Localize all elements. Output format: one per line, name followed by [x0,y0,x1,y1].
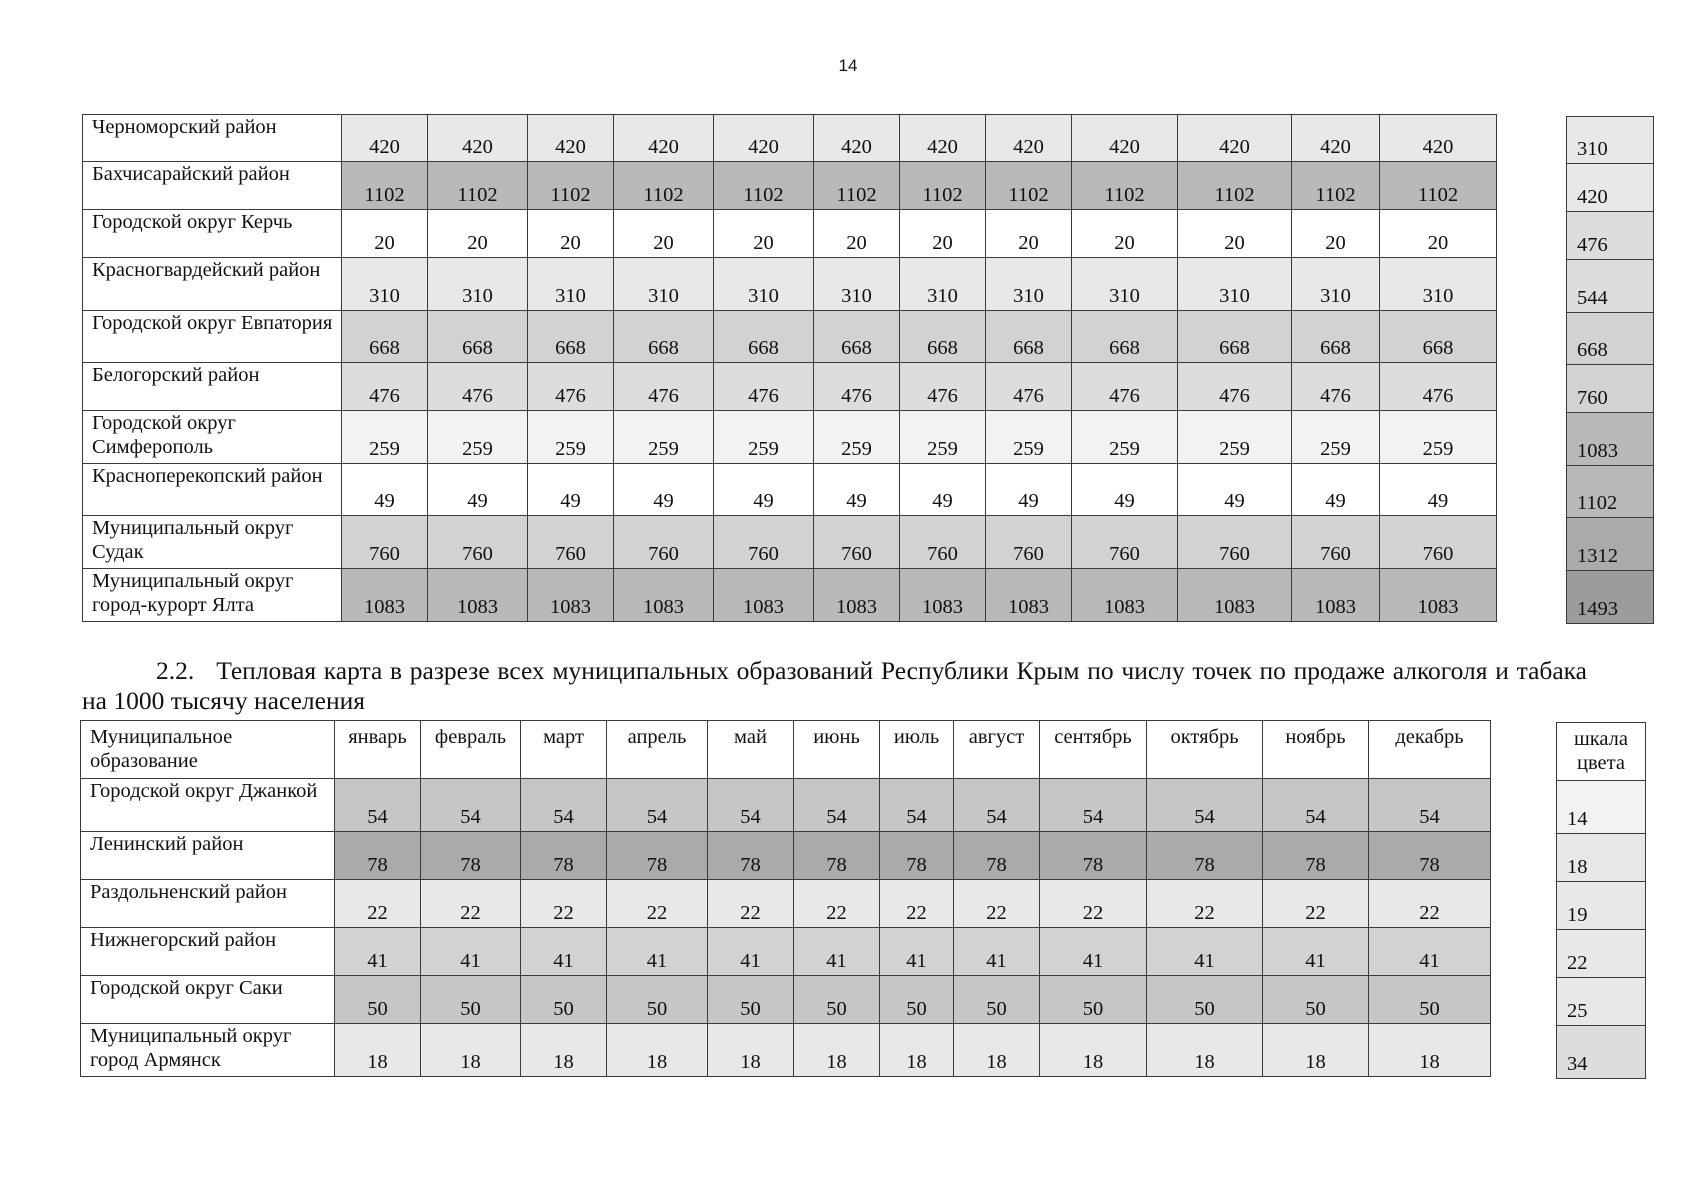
heatmap-cell: 476 [714,363,814,411]
table-row [83,258,1497,311]
heatmap-cell: 54 [880,779,954,832]
heatmap-cell: 20 [342,210,428,258]
column-header-month: июнь [794,721,880,779]
municipality-name: Ленинский район [81,832,335,880]
heatmap-cell: 476 [614,363,714,411]
heatmap-cell: 50 [1369,976,1491,1024]
heatmap-cell: 78 [521,832,607,880]
heatmap-cell: 50 [1147,976,1263,1024]
heatmap-cell: 41 [954,928,1040,976]
heatmap-cell: 41 [1147,928,1263,976]
municipality-name: Городской округ Симферополь [83,411,342,464]
heatmap-cell: 259 [342,411,428,464]
color-scale-value: 420 [1567,164,1654,212]
heatmap-cell: 49 [1178,464,1292,516]
color-scale-value: 14 [1557,781,1646,834]
color-scale-value: 25 [1557,978,1646,1026]
heatmap-cell: 760 [814,516,900,569]
heatmap-cell: 259 [428,411,528,464]
municipality-name: Бахчисарайский район [83,162,342,210]
heatmap-cell: 78 [794,832,880,880]
heatmap-cell: 22 [607,880,708,928]
heatmap-cell: 20 [614,210,714,258]
heatmap-cell: 49 [986,464,1072,516]
table-row [81,880,1491,928]
heatmap-cell: 420 [1072,115,1178,162]
heatmap-cell: 22 [708,880,794,928]
heatmap-cell: 760 [714,516,814,569]
heatmap-cell: 50 [708,976,794,1024]
heatmap-cell: 1102 [986,162,1072,210]
section-title: Тепловая карта в разрезе всех муниципальных образований Республики Крым по числу точек по продаже алкоголя и табака на 1000 тысячу населения [82,656,1587,715]
heatmap-cell: 420 [614,115,714,162]
heatmap-cell: 1083 [614,569,714,622]
table-row [83,569,1497,622]
heatmap-cell: 50 [1040,976,1147,1024]
heatmap-cell: 49 [1292,464,1380,516]
heatmap-cell: 760 [1292,516,1380,569]
municipality-name: Городской округ Саки [81,976,335,1024]
column-header-month: апрель [607,721,708,779]
heatmap-cell: 22 [1040,880,1147,928]
municipality-name: Белогорский район [83,363,342,411]
heatmap-cell: 760 [1072,516,1178,569]
heatmap-cell: 50 [335,976,421,1024]
heatmap-cell: 1083 [528,569,614,622]
column-header-month: август [954,721,1040,779]
heatmap-cell: 420 [1178,115,1292,162]
heatmap-cell: 1102 [528,162,614,210]
heatmap-cell: 1083 [986,569,1072,622]
table-row [81,832,1491,880]
heatmap-cell: 41 [1040,928,1147,976]
color-scale-value: 1083 [1567,413,1654,466]
heatmap-cell: 54 [708,779,794,832]
column-header-month: март [521,721,607,779]
heatmap-cell: 18 [521,1024,607,1077]
column-header-month: февраль [421,721,521,779]
heatmap-cell: 668 [428,311,528,363]
heatmap-cell: 476 [1178,363,1292,411]
color-scale-value: 668 [1567,313,1654,365]
heatmap-cell: 78 [607,832,708,880]
table-row [83,516,1497,569]
heatmap-cell: 22 [421,880,521,928]
heatmap-cell: 1102 [342,162,428,210]
table-row [81,928,1491,976]
heatmap-cell: 476 [342,363,428,411]
heatmap-cell: 41 [521,928,607,976]
heatmap-cell: 49 [342,464,428,516]
heatmap-cell: 50 [880,976,954,1024]
heatmap-cell: 41 [880,928,954,976]
heatmap-cell: 20 [714,210,814,258]
heatmap-cell: 310 [1380,258,1497,311]
heatmap-cell: 49 [1380,464,1497,516]
municipality-name: Красноперекопский район [83,464,342,516]
heatmap-cell: 310 [714,258,814,311]
heatmap-cell: 18 [335,1024,421,1077]
heatmap-cell: 54 [607,779,708,832]
heatmap-cell: 22 [1263,880,1369,928]
heatmap-cell: 50 [421,976,521,1024]
heatmap-cell: 476 [528,363,614,411]
heatmap-table-continued [82,114,1497,622]
heatmap-cell: 310 [1292,258,1380,311]
color-scale-value: 760 [1567,365,1654,413]
heatmap-cell: 476 [1072,363,1178,411]
heatmap-cell: 54 [1263,779,1369,832]
heatmap-cell: 78 [954,832,1040,880]
heatmap-cell: 20 [1072,210,1178,258]
heatmap-cell: 420 [1292,115,1380,162]
heatmap-cell: 22 [1147,880,1263,928]
heatmap-cell: 20 [986,210,1072,258]
heatmap-cell: 259 [1292,411,1380,464]
heatmap-cell: 22 [521,880,607,928]
heatmap-cell: 476 [986,363,1072,411]
municipality-name: Городской округ Евпатория [83,311,342,363]
table-row [81,779,1491,832]
color-scale-value: 544 [1567,260,1654,313]
heatmap-cell: 760 [1380,516,1497,569]
heatmap-cell: 1083 [1292,569,1380,622]
table-row [83,162,1497,210]
heatmap-cell: 668 [528,311,614,363]
heatmap-cell: 20 [1178,210,1292,258]
heatmap-cell: 259 [714,411,814,464]
heatmap-cell: 668 [814,311,900,363]
heatmap-cell: 49 [900,464,986,516]
heatmap-cell: 420 [528,115,614,162]
heatmap-cell: 259 [814,411,900,464]
heatmap-cell: 49 [714,464,814,516]
heatmap-cell: 50 [607,976,708,1024]
heatmap-cell: 259 [528,411,614,464]
color-scale-table-bottom [1556,722,1646,1079]
heatmap-cell: 668 [1380,311,1497,363]
column-header-month: ноябрь [1263,721,1369,779]
table-row [83,210,1497,258]
heatmap-cell: 310 [814,258,900,311]
heatmap-cell: 18 [1369,1024,1491,1077]
heatmap-cell: 420 [342,115,428,162]
heatmap-cell: 78 [1369,832,1491,880]
table-row [83,363,1497,411]
heatmap-cell: 760 [614,516,714,569]
municipality-name: Раздольненский район [81,880,335,928]
heatmap-cell: 50 [1263,976,1369,1024]
heatmap-cell: 18 [607,1024,708,1077]
heatmap-cell: 41 [794,928,880,976]
heatmap-cell: 259 [614,411,714,464]
heatmap-cell: 18 [1147,1024,1263,1077]
heatmap-cell: 259 [1178,411,1292,464]
heatmap-cell: 49 [814,464,900,516]
color-scale-table-top [1566,116,1654,624]
heatmap-cell: 78 [335,832,421,880]
heatmap-cell: 20 [428,210,528,258]
heatmap-cell: 1083 [1178,569,1292,622]
color-scale-value: 34 [1557,1026,1646,1079]
heatmap-cell: 20 [814,210,900,258]
heatmap-cell: 310 [528,258,614,311]
heatmap-cell: 476 [1292,363,1380,411]
heatmap-cell: 1102 [614,162,714,210]
heatmap-cell: 668 [342,311,428,363]
table-header-row [81,721,1491,779]
heatmap-cell: 760 [900,516,986,569]
heatmap-cell: 310 [1178,258,1292,311]
heatmap-cell: 420 [1380,115,1497,162]
municipality-name: Муниципальный округ Судак [83,516,342,569]
color-scale-value: 1493 [1567,571,1654,624]
heatmap-cell: 1102 [1178,162,1292,210]
heatmap-cell: 668 [614,311,714,363]
column-header-month: октябрь [1147,721,1263,779]
color-scale-value: 18 [1557,834,1646,882]
heatmap-cell: 54 [1147,779,1263,832]
municipality-name: Черноморский район [83,115,342,162]
heatmap-cell: 50 [521,976,607,1024]
heatmap-cell: 54 [1040,779,1147,832]
table-row [81,976,1491,1024]
heatmap-cell: 259 [1380,411,1497,464]
heatmap-cell: 18 [1040,1024,1147,1077]
heatmap-cell: 476 [900,363,986,411]
heatmap-cell: 49 [528,464,614,516]
heatmap-cell: 668 [1178,311,1292,363]
heatmap-cell: 1102 [428,162,528,210]
color-scale-value: 310 [1567,117,1654,164]
heatmap-cell: 476 [814,363,900,411]
heatmap-cell: 22 [954,880,1040,928]
heatmap-cell: 41 [335,928,421,976]
color-scale-header: шкала цвета [1557,723,1646,781]
heatmap-cell: 54 [335,779,421,832]
heatmap-cell: 18 [794,1024,880,1077]
heatmap-cell: 1102 [714,162,814,210]
heatmap-cell: 54 [1369,779,1491,832]
table-row [83,115,1497,162]
heatmap-cell: 420 [814,115,900,162]
heatmap-cell: 1102 [900,162,986,210]
column-header-month: май [708,721,794,779]
heatmap-cell: 18 [421,1024,521,1077]
heatmap-cell: 20 [1380,210,1497,258]
heatmap-cell: 259 [986,411,1072,464]
heatmap-cell: 668 [900,311,986,363]
heatmap-cell: 1102 [1292,162,1380,210]
heatmap-cell: 1083 [714,569,814,622]
heatmap-cell: 54 [521,779,607,832]
column-header-month: декабрь [1369,721,1491,779]
table-row [81,1024,1491,1077]
heatmap-cell: 41 [708,928,794,976]
color-scale-value: 1312 [1567,518,1654,571]
heatmap-cell: 41 [421,928,521,976]
heatmap-cell: 22 [794,880,880,928]
heatmap-cell: 22 [880,880,954,928]
heatmap-cell: 49 [1072,464,1178,516]
column-header-municipality: Муниципальное образование [81,721,335,779]
municipality-name: Муниципальный округ город-курорт Ялта [83,569,342,622]
heatmap-cell: 310 [986,258,1072,311]
column-header-month: сентябрь [1040,721,1147,779]
municipality-name: Муниципальный округ город Армянск [81,1024,335,1077]
heatmap-cell: 476 [428,363,528,411]
heatmap-cell: 1102 [814,162,900,210]
heatmap-cell: 310 [900,258,986,311]
table-row [83,411,1497,464]
heatmap-cell: 78 [421,832,521,880]
heatmap-cell: 760 [428,516,528,569]
section-heading [82,656,1587,716]
column-header-month: январь [335,721,421,779]
section-number: 2.2. [156,656,195,685]
heatmap-cell: 20 [1292,210,1380,258]
heatmap-cell: 668 [1072,311,1178,363]
municipality-name: Городской округ Керчь [83,210,342,258]
heatmap-cell: 78 [1147,832,1263,880]
heatmap-cell: 1083 [428,569,528,622]
table-row [83,464,1497,516]
heatmap-cell: 1102 [1380,162,1497,210]
heatmap-cell: 1083 [900,569,986,622]
heatmap-cell: 420 [986,115,1072,162]
column-header-month: июль [880,721,954,779]
heatmap-cell: 760 [1178,516,1292,569]
heatmap-cell: 476 [1380,363,1497,411]
heatmap-cell: 760 [528,516,614,569]
heatmap-cell: 78 [880,832,954,880]
heatmap-cell: 78 [1263,832,1369,880]
municipality-name: Городской округ Джанкой [81,779,335,832]
heatmap-cell: 20 [528,210,614,258]
heatmap-cell: 50 [954,976,1040,1024]
heatmap-cell: 310 [1072,258,1178,311]
heatmap-cell: 420 [428,115,528,162]
heatmap-cell: 668 [986,311,1072,363]
heatmap-cell: 760 [342,516,428,569]
heatmap-cell: 78 [708,832,794,880]
heatmap-cell: 22 [1369,880,1491,928]
heatmap-cell: 1083 [342,569,428,622]
heatmap-cell: 310 [614,258,714,311]
heatmap-cell: 78 [1040,832,1147,880]
heatmap-cell: 259 [900,411,986,464]
heatmap-cell: 41 [1369,928,1491,976]
heatmap-cell: 1102 [1072,162,1178,210]
color-scale-value: 476 [1567,212,1654,260]
heatmap-cell: 41 [1263,928,1369,976]
heatmap-table-alcohol-tobacco [80,720,1491,1077]
municipality-name: Нижнегорский район [81,928,335,976]
heatmap-cell: 54 [421,779,521,832]
heatmap-cell: 18 [880,1024,954,1077]
color-scale-value: 19 [1557,882,1646,930]
heatmap-cell: 49 [614,464,714,516]
heatmap-cell: 1083 [1380,569,1497,622]
heatmap-cell: 54 [794,779,880,832]
heatmap-cell: 20 [900,210,986,258]
heatmap-cell: 41 [607,928,708,976]
heatmap-cell: 259 [1072,411,1178,464]
color-scale-value: 22 [1557,930,1646,978]
heatmap-cell: 760 [986,516,1072,569]
heatmap-cell: 310 [342,258,428,311]
heatmap-cell: 420 [900,115,986,162]
heatmap-cell: 668 [1292,311,1380,363]
table-row [83,311,1497,363]
heatmap-cell: 22 [335,880,421,928]
heatmap-cell: 18 [954,1024,1040,1077]
heatmap-cell: 49 [428,464,528,516]
heatmap-cell: 50 [794,976,880,1024]
heatmap-cell: 668 [714,311,814,363]
heatmap-cell: 1083 [814,569,900,622]
page-number: 14 [838,56,858,75]
heatmap-cell: 310 [428,258,528,311]
heatmap-cell: 18 [1263,1024,1369,1077]
heatmap-cell: 54 [954,779,1040,832]
heatmap-cell: 1083 [1072,569,1178,622]
heatmap-cell: 420 [714,115,814,162]
color-scale-value: 1102 [1567,466,1654,518]
municipality-name: Красногвардейский район [83,258,342,311]
heatmap-cell: 18 [708,1024,794,1077]
